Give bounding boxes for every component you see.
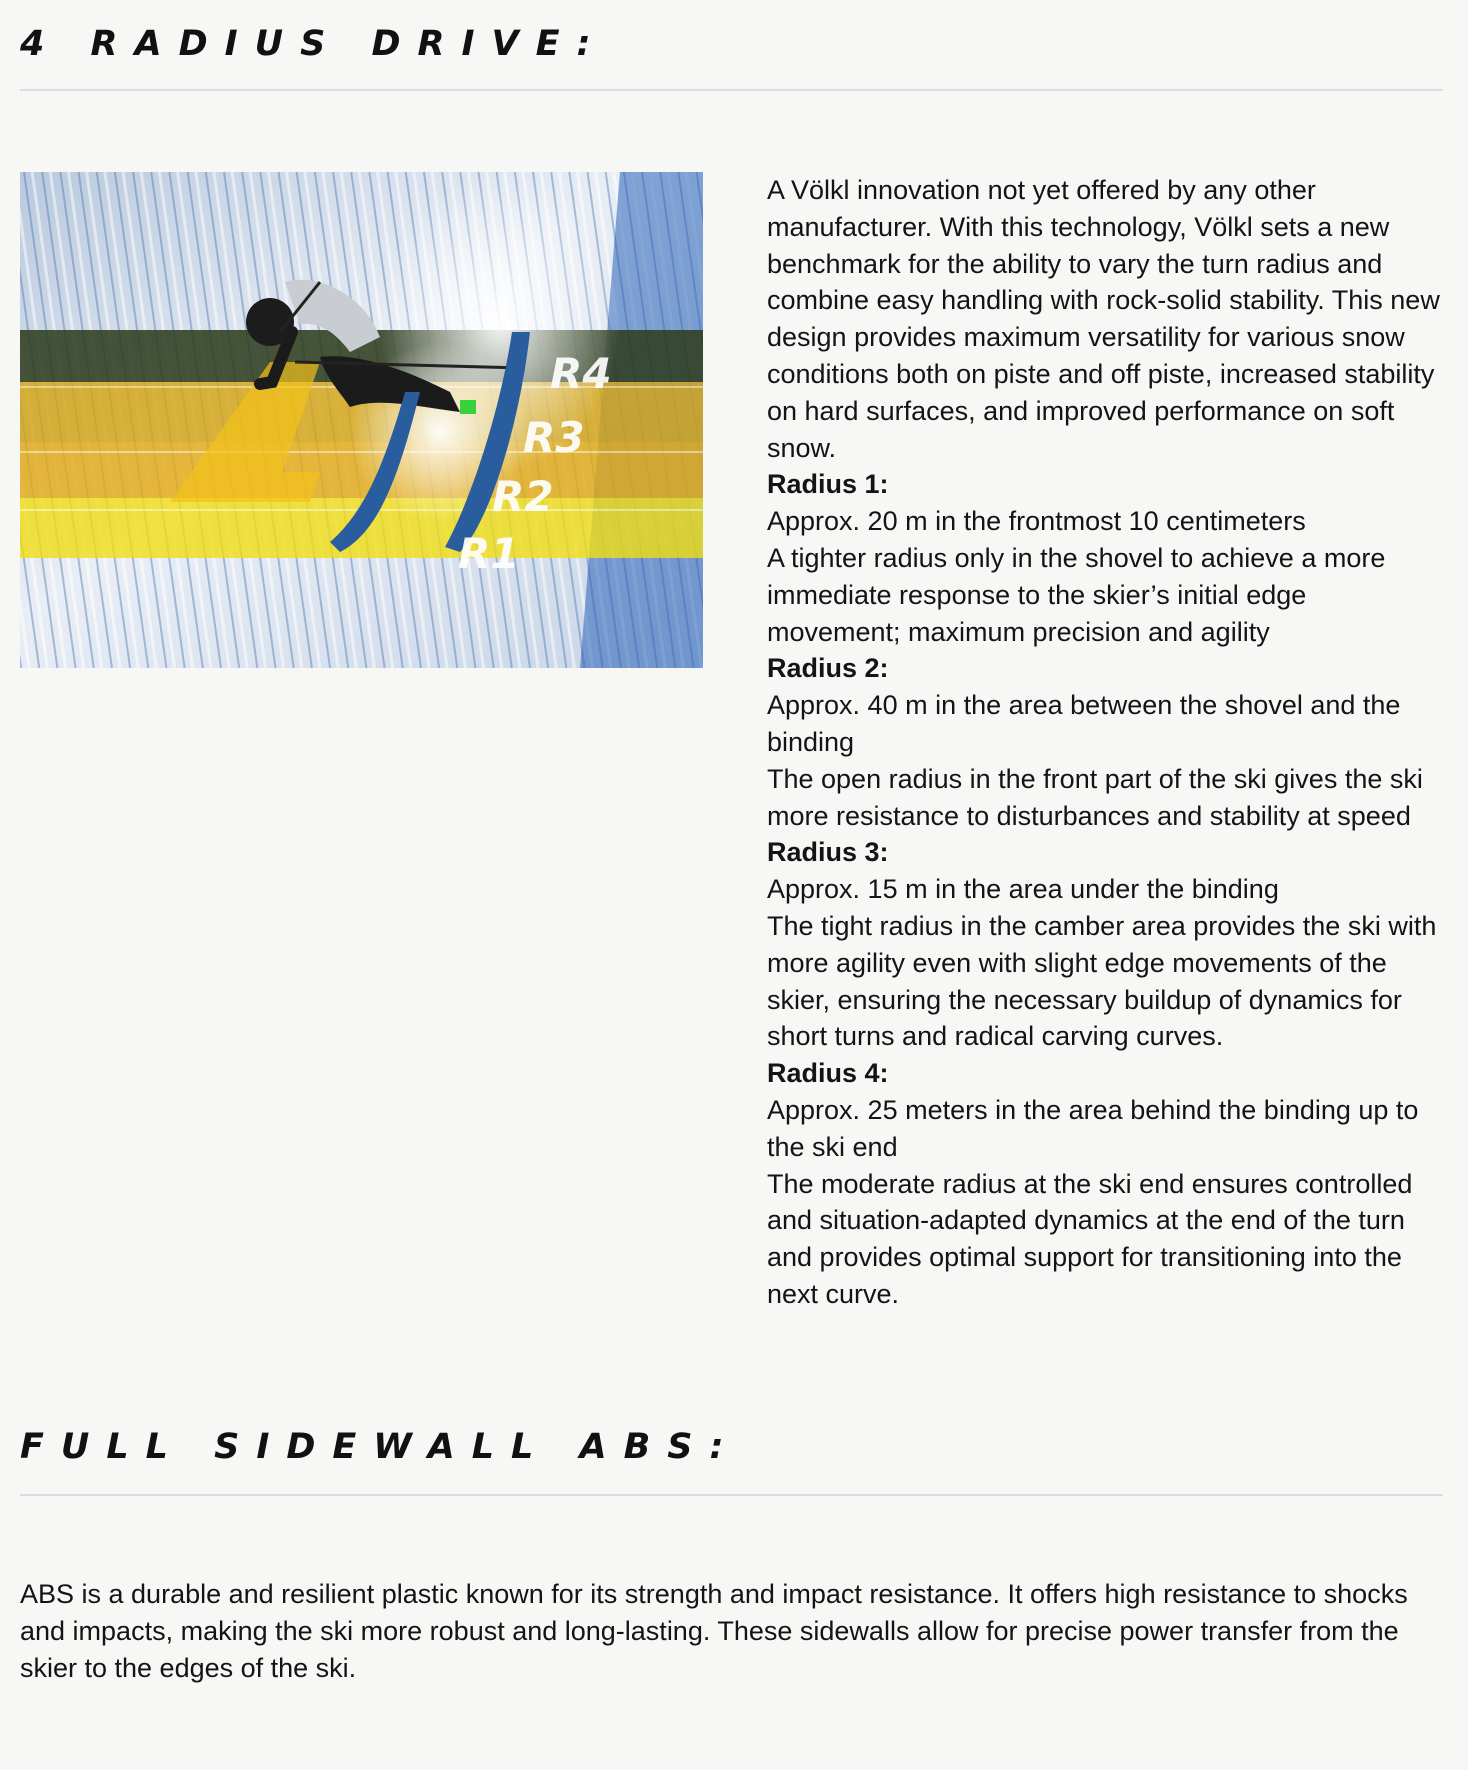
radius-spec: Approx. 25 meters in the area behind the binding up to the ski end [767,1094,1419,1162]
radius-detail: The tight radius in the camber area provides the ski with more agility even with slight edge movements of the skier, ensuring the necessary buildup of dynamics for short turns and radical carving curves. [767,910,1437,1052]
section-title-full-sidewall-abs: FULL SIDEWALL ABS: [20,1427,741,1467]
radius-spec: Approx. 20 m in the frontmost 10 centimeters [767,506,1306,537]
radius-spec: Approx. 15 m in the area under the binding [767,874,1279,905]
radius-heading: Radius 1: [767,469,889,500]
radius-heading: Radius 2: [767,653,889,684]
radius-label-r3: R3 [523,413,585,462]
skier-illustration [20,172,703,668]
section-divider [20,1494,1443,1496]
radius-spec: Approx. 40 m in the area between the shovel and the binding [767,690,1401,757]
radius-detail: A tighter radius only in the shovel to achieve a more immediate response to the skier’s initial edge movement; maximum precision and agility [767,542,1386,647]
radius-drive-description [767,172,1447,1313]
radius-heading: Radius 3: [767,837,889,868]
radius-drive-image [20,172,703,668]
intro-paragraph: A Völkl innovation not yet offered by any other manufacturer. With this technology, Völkl sets a new benchmark for the ability to vary the turn radius and combine easy handling with rock-solid stability. This new design provides maximum versatility for various snow conditions both on piste and off piste, increased stability on hard surfaces, and improved performance on soft snow. [767,175,1440,463]
radius-detail: The open radius in the front part of the ski gives the ski more resistance to disturbances and stability at speed [767,763,1423,831]
radius-detail: The moderate radius at the ski end ensures controlled and situation-adapted dynamics at the end of the turn and provides optimal support for transitioning into the next curve. [767,1168,1413,1309]
radius-heading: Radius 4: [767,1058,889,1089]
section-divider [20,89,1443,91]
radius-label-r1: R1 [458,529,520,578]
radius-label-r2: R2 [492,472,554,521]
radius-label-r4: R4 [550,349,612,398]
abs-description: ABS is a durable and resilient plastic known for its strength and impact resistance. It offers high resistance to shocks and impacts, making the ski more robust and long-lasting. These sidewalls allow for precise power transfer from the skier to the edges of the ski. [20,1579,1408,1683]
section-title-4-radius-drive: 4 RADIUS DRIVE: [20,24,608,64]
